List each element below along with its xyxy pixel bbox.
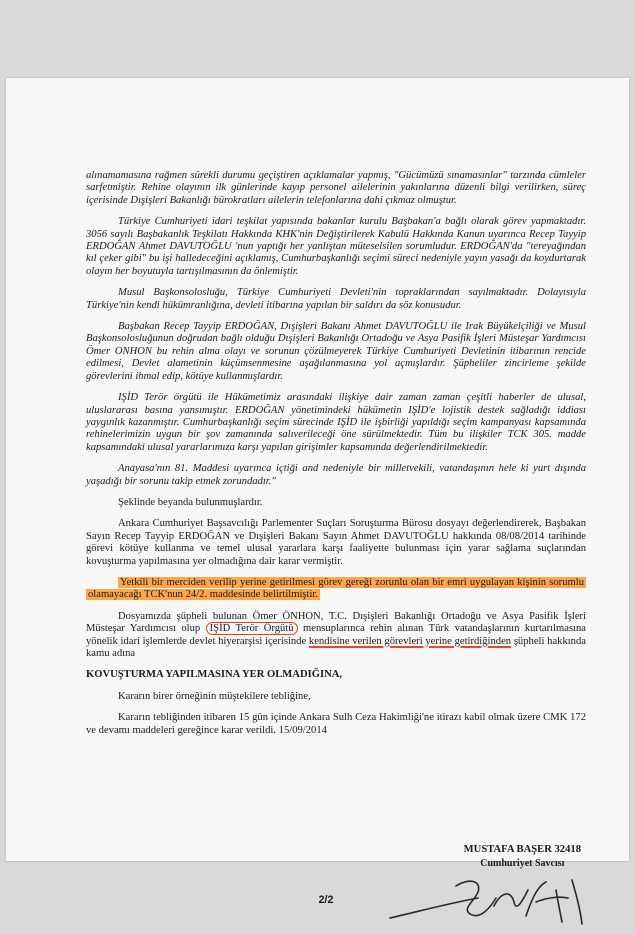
paragraph-10-part-e: şüpheli hakkında kamu adına xyxy=(86,635,586,659)
handwritten-signature xyxy=(386,868,601,934)
paragraph-10-part-a: Dosyamızda şüpheli bulunan Ömer ÖNHON, T.C. Dışişleri Bakanlığı Ortadoğu ve Asya Pasifik İşleri Müsteşar Yardımcısı olup xyxy=(86,610,586,635)
underlined-text: kendisine verilen görevleri yerine getirdiğinden xyxy=(308,635,512,647)
document-body xyxy=(86,170,586,746)
paragraph-5: IŞİD Terör örgütü ile Hükümetimiz arasındaki ilişkiye dair zaman zaman çeşitli haberler de ulusal, uluslararası basına yansımıştır. ERDOĞAN yönetimindeki hükümetin IŞİD'e lojistik destek sağladığı iddiası yaygınlık kazanmıştır. Cumhurbaşkanlığı seçim sürecinde IŞİD ile işbirliği yapıldığı seçim kampanyası kapsamında rehinelerimizin uygun bir şov zamanında salıverileceği öne sürülmektedir. Tüm bu ilişkiler TCK 305. madde kapsamındaki ulusal yararlarımıza karşı yapılan girişimler kapsamında değerlendirilmektedir. xyxy=(86,392,586,453)
paragraph-12: Kararın birer örneğinin müştekilere tebliğine, xyxy=(118,690,311,702)
prosecutor-name: MUSTAFA BAŞER 32418 xyxy=(463,844,581,855)
prosecutor-block xyxy=(464,843,581,871)
paragraph-8: Ankara Cumhuriyet Başsavcılığı Parlementer Suçları Soruşturma Bürosu dosyayı değerlendirerek, Başbakan Sayın Recep Tayyip ERDOĞAN ve Dışişleri Bakanı Sayın Ahmet DAVUTOĞLU hakkında 08/08/2014 tarihinde görevi kötüye kullanma ve temel ulusal yararlara karşı faaliyette bulunması için yarar sağlama suçlarından kovuşturma yapılmasına yer olmadığına dair karar vermiştir. xyxy=(86,518,586,567)
paragraph-10 xyxy=(86,611,586,661)
paragraph-7: Şeklinde beyanda bulunmuşlardır. xyxy=(118,496,263,508)
paragraph-3: Musul Başkonsolosluğu, Türkiye Cumhuriyeti Devleti'nin topraklarından sayılmaktadır. Dolayısıyla Türkiye'nin kendi hükümranlığına, devleti itibarına yapılan bir saldırı da söz konusudur. xyxy=(86,287,586,311)
circled-text: IŞİD Terör Örgütü xyxy=(206,622,298,635)
paragraph-13: Kararın tebliğinden itibaren 15 gün içinde Ankara Sulh Ceza Hakimliği'ne itirazı kabil olmak üzere CMK 172 ve devamı maddeleri gereğince karar verildi. 15/09/2014 xyxy=(86,712,586,736)
paragraph-1: alınamamasına rağmen sürekli durumu geçiştiren açıklamalar yapmış, "Gücümüzü sınamasınlar" tarzında cümleler sarfetmiştir. Rehine olayının ilk günlerinde kayıp personel ailelerinin yakınlarına düzenli bilgi verilirken, süreç içerisinde Dışişleri Bakanlığı bürokratları ailelerin telefonlarına dahi çıkmaz olmuştur. xyxy=(86,170,586,206)
document-page xyxy=(6,78,629,906)
paragraph-9-highlighted xyxy=(86,577,586,602)
prosecutor-title: Cumhuriyet Savcısı xyxy=(480,858,565,869)
paragraph-10-part-c: mensuplarınca rehin alınan Türk vatandaşlarının kurtarılmasına yönelik idari işlemlerde devlet hiyerarşisi içerisinde xyxy=(86,623,587,647)
paragraph-2: Türkiye Cumhuriyeti idari teşkilat yapısında bakanlar kurulu Başbakan'a bağlı olarak görev yapmaktadır. 3056 sayılı Başbakanlık Teşkilatı Hakkında KHK'nin Değiştirilerek Kabulü Hakkında Kanun uyarınca Recep Tayyip ERDOĞAN Ahmet DAVUTOĞLU 'nun yaptığı her yanlıştan müteselsilen sorumludur. ERDOĞAN'da "tereyağından kıl çeker gibi" bu işi halledeceğini açıklamış, Cumhurbaşkanlığı seçimi süreci nedeniyle yayın yasağı da koydurtarak olayın her boyutuyla tartışılmasının da önlemiştir. xyxy=(86,216,586,277)
page-number: 2/2 xyxy=(318,894,334,906)
highlighted-text: Yetkili bir merciden verilip yerine getirilmesi görev gereği zorunlu olan bir emri uygulayan kişinin sorumlu olamayacağı TCK'nun 24/2. maddesinde belirtilmiştir. xyxy=(88,576,584,601)
paragraph-6: Anayasa'nın 81. Maddesi uyarınca içtiği and nedeniyle bir milletvekili, vatandaşının hele ki yurt dışında yaşadığı bir sorunu takip etmek zorundadır." xyxy=(86,463,586,487)
decision-heading: KOVUŞTURMA YAPILMASINA YER OLMADIĞINA, xyxy=(86,669,343,681)
paragraph-4: Başbakan Recep Tayyip ERDOĞAN, Dışişleri Bakanı Ahmet DAVUTOĞLU ile Irak Büyükelçiliği ve Musul Başkonsolosluğunun doğrudan bağlı olduğu Dışişleri Bakanlığı Ortadoğu ve Asya Pasifik İşleri Müsteşar Yardımcısı Ömer ONHON bu rehin alma olayı ve sorunun çözülmeyerek Türkiye Cumhuriyeti Devletinin itibarının rencide edilmesi, Devlet alametinin küçümsenmesine aşağılanmasına yol açmışlardır. Şüpheliler zincirleme şekilde görevlerini ihmal edip, kötüye kullanmışlardır. xyxy=(86,321,586,382)
